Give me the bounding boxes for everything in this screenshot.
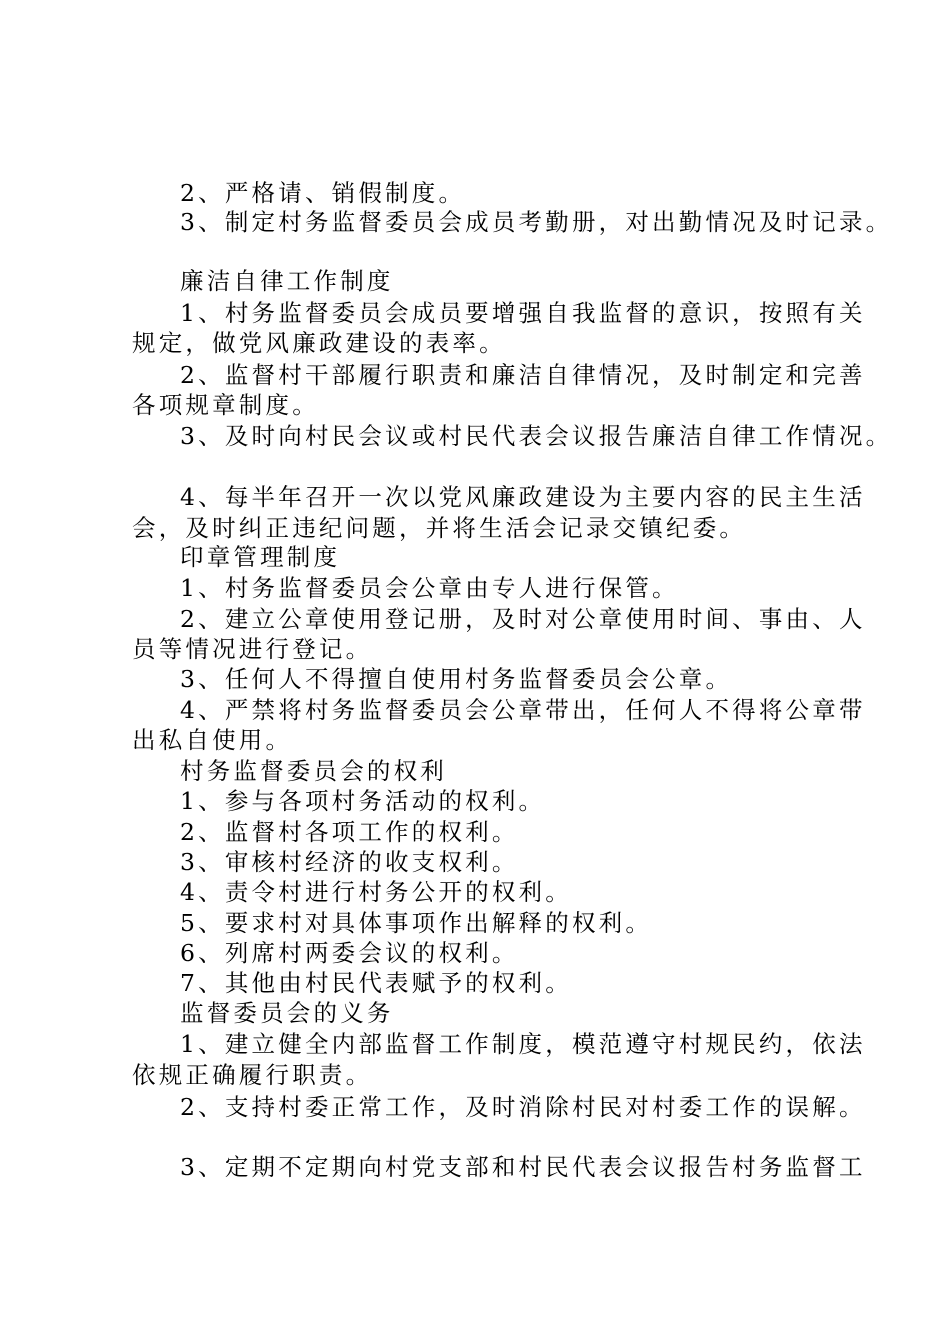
section-heading: 印章管理制度: [180, 543, 341, 571]
paragraph-line: 1、村务监督委员会成员要增强自我监督的意识，按照有关: [180, 299, 866, 327]
paragraph-line: 2、建立公章使用登记册，及时对公章使用时间、事由、人: [180, 605, 866, 633]
paragraph-line: 2、严格请、销假制度。: [180, 179, 466, 207]
paragraph-line: 出私自使用。: [132, 726, 293, 754]
paragraph-line: 3、定期不定期向村党支部和村民代表会议报告村务监督工: [180, 1153, 866, 1181]
list-item: 6、列席村两委会议的权利。: [180, 939, 519, 967]
paragraph-line: 会，及时纠正违纪问题，并将生活会记录交镇纪委。: [132, 514, 747, 542]
paragraph-line: 3、任何人不得擅自使用村务监督委员会公章。: [180, 665, 733, 693]
list-item: 4、责令村进行村务公开的权利。: [180, 878, 572, 906]
paragraph-line: 规定，做党风廉政建设的表率。: [132, 329, 506, 357]
list-item: 5、要求村对具体事项作出解释的权利。: [180, 909, 653, 937]
paragraph-line: 1、村务监督委员会公章由专人进行保管。: [180, 574, 679, 602]
paragraph-line: 4、每半年召开一次以党风廉政建设为主要内容的民主生活: [180, 483, 866, 511]
section-heading: 廉洁自律工作制度: [180, 267, 394, 295]
paragraph-line: 2、支持村委正常工作，及时消除村民对村委工作的误解。: [180, 1093, 866, 1121]
paragraph-line: 1、建立健全内部监督工作制度，模范遵守村规民约，依法: [180, 1030, 866, 1058]
paragraph-line: 4、严禁将村务监督委员会公章带出，任何人不得将公章带: [180, 696, 866, 724]
section-heading: 监督委员会的义务: [180, 999, 394, 1027]
section-heading: 村务监督委员会的权利: [180, 757, 447, 785]
list-item: 7、其他由村民代表赋予的权利。: [180, 969, 572, 997]
paragraph-line: 2、监督村干部履行职责和廉洁自律情况，及时制定和完善: [180, 361, 866, 389]
paragraph-line: 3、及时向村民会议或村民代表会议报告廉洁自律工作情况。: [180, 422, 893, 450]
list-item: 2、监督村各项工作的权利。: [180, 818, 519, 846]
paragraph-line: 员等情况进行登记。: [132, 635, 373, 663]
paragraph-line: 依规正确履行职责。: [132, 1061, 373, 1089]
paragraph-line: 各项规章制度。: [132, 391, 319, 419]
paragraph-line: 3、制定村务监督委员会成员考勤册，对出勤情况及时记录。: [180, 208, 893, 236]
list-item: 3、审核村经济的收支权利。: [180, 848, 519, 876]
list-item: 1、参与各项村务活动的权利。: [180, 787, 546, 815]
